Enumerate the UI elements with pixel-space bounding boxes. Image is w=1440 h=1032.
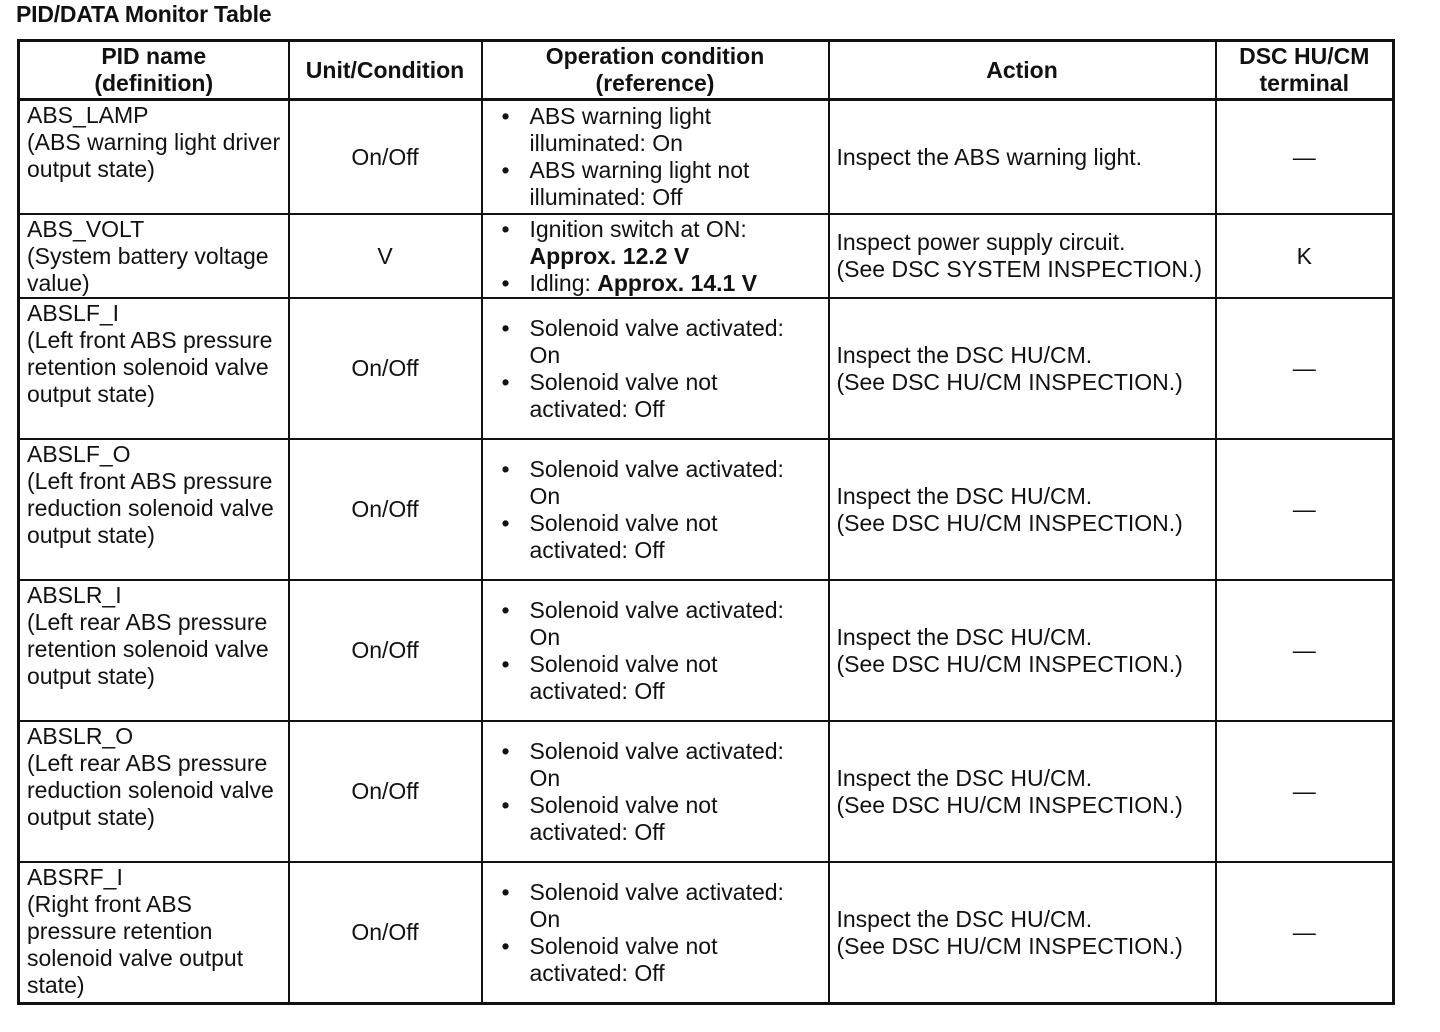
condition-text: Solenoid valve activated: On	[529, 314, 784, 368]
table-row	[19, 214, 1394, 298]
operation-cell	[482, 580, 829, 721]
action-cell	[829, 862, 1216, 1004]
action-cell	[829, 580, 1216, 721]
bullet-icon: •	[501, 509, 510, 536]
action-text: Inspect power supply circuit.	[836, 229, 1126, 255]
header-pid-name	[19, 41, 289, 100]
pid-cell	[19, 298, 289, 439]
terminal-cell: —	[1216, 721, 1394, 862]
bullet-icon: •	[501, 215, 510, 242]
bullet-icon: •	[501, 650, 510, 677]
condition-item	[490, 597, 821, 651]
operation-cell	[482, 100, 829, 215]
condition-list	[490, 738, 821, 846]
condition-item	[490, 369, 821, 423]
table-row	[19, 721, 1394, 862]
condition-value: Approx. 14.1 V	[597, 269, 758, 296]
action-reference: (See DSC HU/CM INSPECTION.)	[836, 932, 1183, 959]
header-unit-condition: Unit/Condition	[289, 41, 482, 100]
pid-name: ABSLF_I	[27, 300, 120, 326]
condition-text: Solenoid valve activated: On	[529, 596, 784, 650]
condition-item	[490, 738, 821, 792]
condition-item	[490, 651, 821, 705]
condition-item	[490, 510, 821, 564]
condition-item	[490, 879, 821, 933]
bullet-icon: •	[501, 269, 510, 296]
condition-text: Solenoid valve not activated: Off	[529, 932, 718, 986]
unit-cell: On/Off	[289, 100, 482, 215]
action-cell	[829, 439, 1216, 580]
terminal-cell: —	[1216, 580, 1394, 721]
condition-list	[490, 216, 821, 297]
condition-text: Solenoid valve activated: On	[529, 737, 784, 791]
pid-definition: (Left rear ABS pressure reduction solenoid valve output state)	[27, 750, 274, 830]
bullet-icon: •	[501, 455, 510, 482]
pid-cell	[19, 100, 289, 215]
condition-list	[490, 315, 821, 423]
condition-item	[490, 103, 821, 157]
unit-cell: On/Off	[289, 439, 482, 580]
condition-text: ABS warning light illuminated: On	[529, 103, 712, 156]
pid-cell	[19, 439, 289, 580]
pid-cell	[19, 214, 289, 298]
header-operation-condition	[482, 41, 829, 100]
action-text: Inspect the DSC HU/CM.	[836, 623, 1093, 650]
condition-value: Approx. 12.2 V	[529, 242, 690, 269]
pid-name: ABS_LAMP	[27, 102, 149, 128]
unit-cell: V	[289, 214, 482, 298]
condition-text: Idling:	[529, 269, 591, 296]
condition-text: Solenoid valve not activated: Off	[529, 368, 718, 422]
pid-name: ABSLR_I	[27, 582, 122, 608]
pid-definition: (Left front ABS pressure reduction solenoid valve output state)	[27, 468, 274, 548]
condition-item	[490, 157, 821, 211]
bullet-icon: •	[501, 157, 510, 183]
pid-definition: (Right front ABS pressure retention solenoid valve output state)	[27, 891, 244, 998]
bullet-icon: •	[501, 878, 510, 905]
action-text: Inspect the DSC HU/CM.	[836, 764, 1093, 791]
bullet-icon: •	[501, 596, 510, 623]
pid-definition: (System battery voltage value)	[27, 243, 269, 296]
pid-definition: (Left rear ABS pressure retention solenoid valve output state)	[27, 609, 269, 689]
condition-text: Solenoid valve activated: On	[529, 455, 784, 509]
pid-name: ABSLR_O	[27, 723, 134, 749]
operation-cell	[482, 439, 829, 580]
operation-cell	[482, 721, 829, 862]
condition-list	[490, 456, 821, 564]
table-row	[19, 862, 1394, 1004]
unit-cell: On/Off	[289, 721, 482, 862]
action-text: Inspect the DSC HU/CM.	[836, 482, 1093, 509]
condition-item	[490, 792, 821, 846]
action-reference: (See DSC HU/CM INSPECTION.)	[836, 368, 1183, 395]
condition-list	[490, 879, 821, 987]
bullet-icon: •	[501, 737, 510, 764]
pid-name: ABSLF_O	[27, 441, 131, 467]
bullet-icon: •	[501, 932, 510, 959]
terminal-cell: —	[1216, 298, 1394, 439]
condition-item	[490, 270, 821, 297]
action-text: Inspect the DSC HU/CM.	[836, 905, 1093, 932]
header-operation-line1: Operation condition	[545, 43, 765, 69]
header-terminal	[1216, 41, 1394, 100]
action-reference: (See DSC SYSTEM INSPECTION.)	[836, 256, 1203, 282]
header-pid-line1: PID name	[101, 43, 207, 69]
pid-cell	[19, 721, 289, 862]
terminal-cell: K	[1216, 214, 1394, 298]
condition-item	[490, 315, 821, 369]
header-operation-line2: (reference)	[595, 70, 715, 96]
condition-list	[490, 597, 821, 705]
unit-cell: On/Off	[289, 580, 482, 721]
pid-cell	[19, 580, 289, 721]
pid-definition: (Left front ABS pressure retention solenoid valve output state)	[27, 327, 273, 407]
unit-cell: On/Off	[289, 862, 482, 1004]
terminal-cell: —	[1216, 100, 1394, 215]
condition-item	[490, 933, 821, 987]
header-row	[19, 41, 1394, 100]
action-cell	[829, 100, 1216, 215]
bullet-icon: •	[501, 103, 510, 129]
unit-cell: On/Off	[289, 298, 482, 439]
operation-cell	[482, 862, 829, 1004]
pid-name: ABS_VOLT	[27, 216, 145, 242]
pid-definition: (ABS warning light driver output state)	[27, 129, 281, 182]
condition-list	[490, 103, 821, 211]
action-cell	[829, 214, 1216, 298]
terminal-cell: —	[1216, 439, 1394, 580]
header-action: Action	[829, 41, 1216, 100]
condition-text: Solenoid valve activated: On	[529, 878, 784, 932]
header-terminal-line1: DSC HU/CM	[1239, 43, 1370, 69]
condition-item	[490, 456, 821, 510]
pid-data-monitor-table	[17, 39, 1395, 1005]
header-pid-line2: (definition)	[94, 70, 214, 96]
action-text: Inspect the ABS warning light.	[836, 143, 1143, 170]
condition-text: Ignition switch at ON:	[529, 215, 747, 242]
bullet-icon: •	[501, 791, 510, 818]
table-row	[19, 100, 1394, 215]
header-terminal-line2: terminal	[1259, 70, 1349, 96]
operation-cell	[482, 298, 829, 439]
pid-name: ABSRF_I	[27, 864, 123, 890]
condition-text: Solenoid valve not activated: Off	[529, 509, 718, 563]
bullet-icon: •	[501, 368, 510, 395]
condition-item	[490, 216, 821, 270]
action-text: Inspect the DSC HU/CM.	[836, 341, 1093, 368]
action-reference: (See DSC HU/CM INSPECTION.)	[836, 650, 1183, 677]
condition-text: Solenoid valve not activated: Off	[529, 791, 718, 845]
bullet-icon: •	[501, 314, 510, 341]
pid-cell	[19, 862, 289, 1004]
action-reference: (See DSC HU/CM INSPECTION.)	[836, 509, 1183, 536]
condition-text: Solenoid valve not activated: Off	[529, 650, 718, 704]
action-cell	[829, 298, 1216, 439]
operation-cell	[482, 214, 829, 298]
action-cell	[829, 721, 1216, 862]
terminal-cell: —	[1216, 862, 1394, 1004]
action-reference: (See DSC HU/CM INSPECTION.)	[836, 791, 1183, 818]
table-row	[19, 439, 1394, 580]
table-row	[19, 298, 1394, 439]
table-row	[19, 580, 1394, 721]
page-title: PID/DATA Monitor Table	[16, 1, 272, 27]
condition-text: ABS warning light not illuminated: Off	[529, 157, 750, 210]
